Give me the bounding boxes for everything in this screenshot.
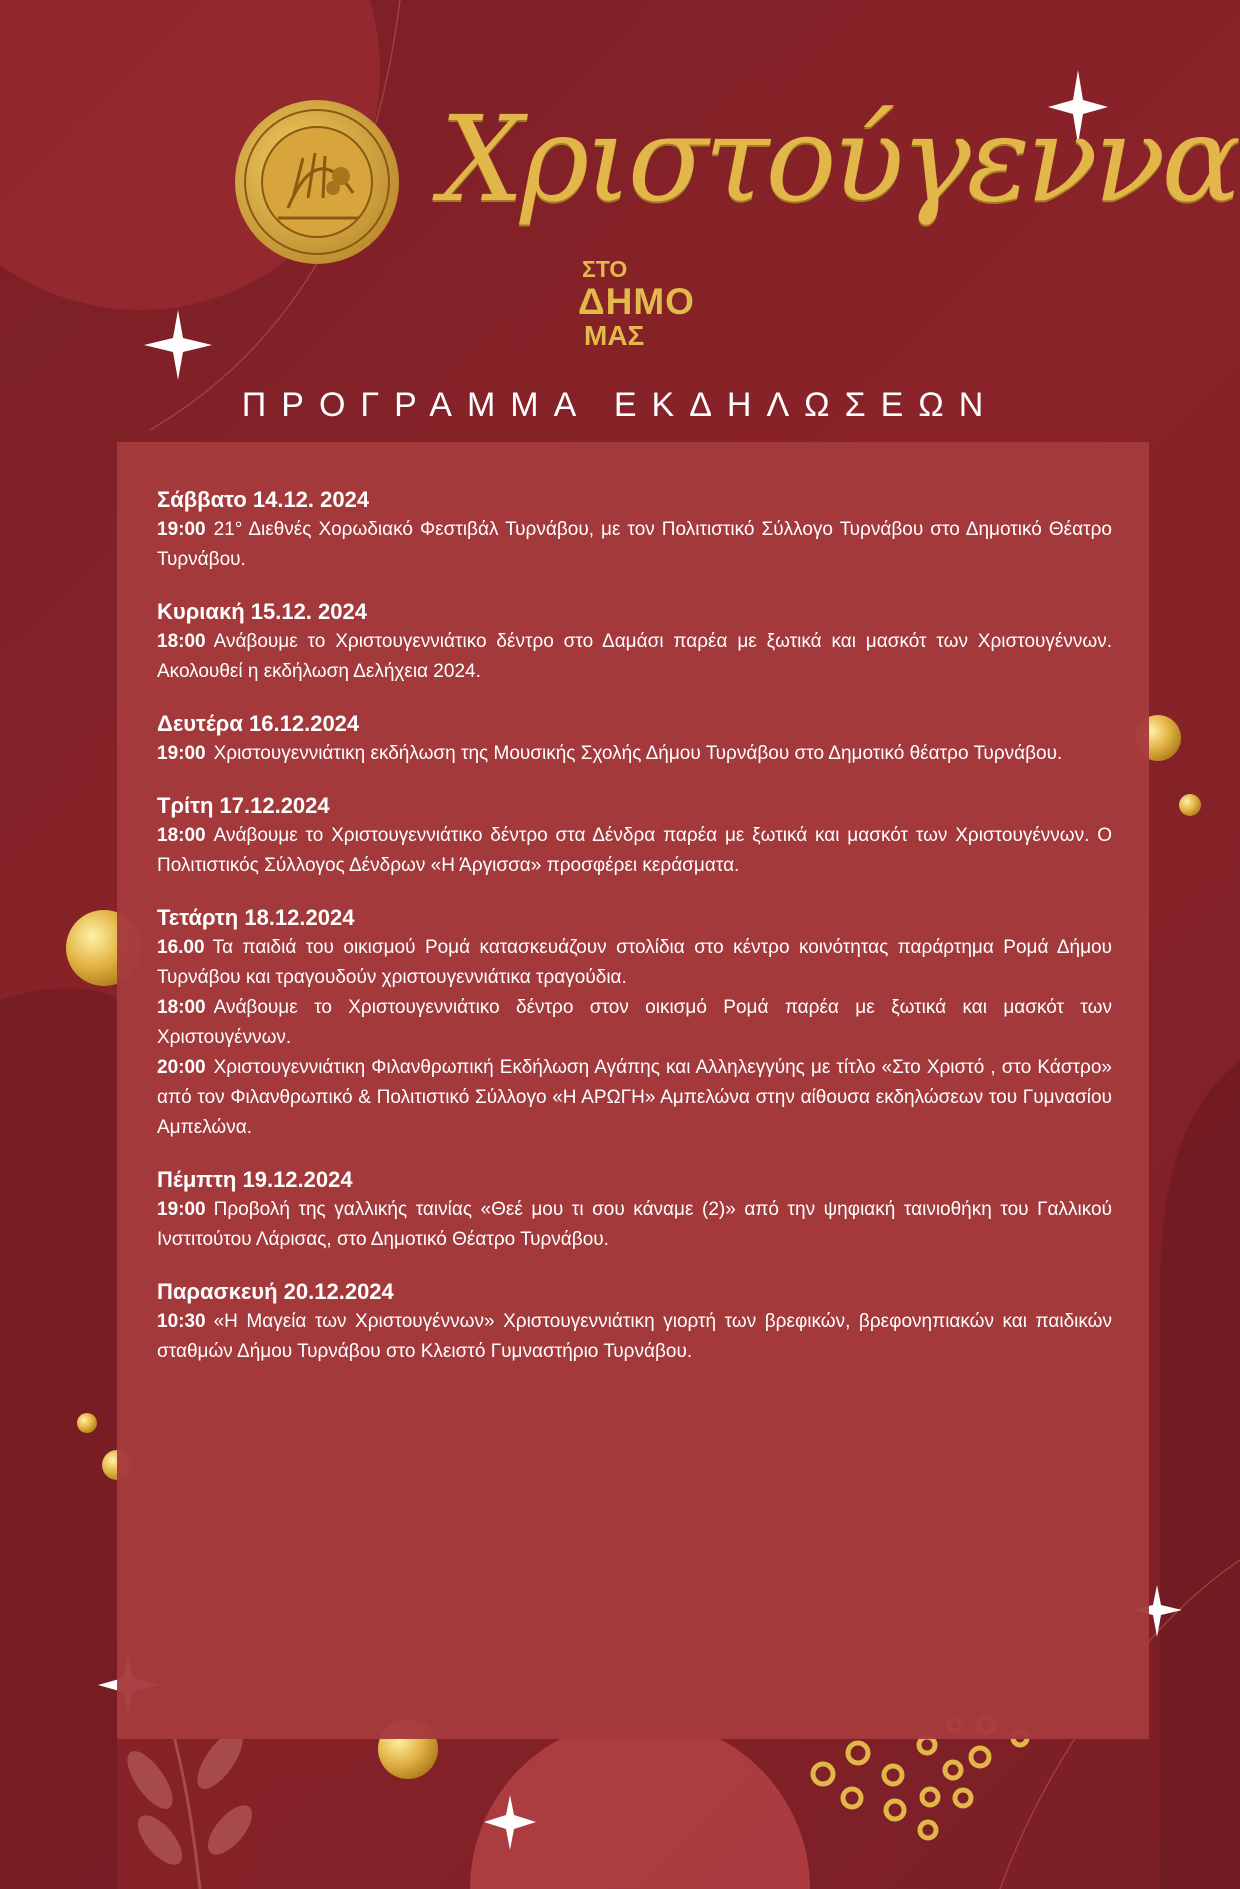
event-time: 19:00: [157, 519, 206, 540]
subtitle-line-3: ΜΑΣ: [584, 320, 645, 351]
event-description: Ανάβουμε το Χριστουγεννιάτικο δέντρο στο Δαμάσι παρέα με ξωτικά και μασκότ των Χριστουγέννων. Ακολουθεί η εκδήλωση Δελήχεια 2024.: [157, 631, 1112, 682]
day-block: [157, 485, 1112, 575]
day-block: [157, 903, 1112, 1143]
event-time: 16.00: [157, 937, 205, 958]
event-entry: [157, 1053, 1112, 1143]
event-entry: [157, 933, 1112, 993]
day-block: [157, 597, 1112, 687]
leaf-shape: [200, 1798, 260, 1862]
gold-ornament-ball: [77, 1413, 97, 1433]
day-block: [157, 1277, 1112, 1367]
program-heading: ΠΡΟΓΡΑΜΜΑ ΕΚΔΗΛΩΣΕΩΝ: [241, 386, 999, 424]
christmas-script-title: Χριστούγεννα: [440, 90, 1238, 228]
day-block: [157, 791, 1112, 881]
day-title: Δευτέρα 16.12.2024: [157, 711, 360, 736]
gold-ornament-ball: [1179, 794, 1201, 816]
event-description: 21° Διεθνές Χορωδιακό Φεστιβάλ Τυρνάβου, με τον Πολιτιστικό Σύλλογο Τυρνάβου στο Δημοτικό Θέατρο Τυρνάβου.: [157, 519, 1112, 570]
event-entry: [157, 627, 1112, 687]
bg-shape-right: [1160, 1060, 1240, 1889]
event-time: 10:30: [157, 1311, 206, 1332]
subtitle-block: [578, 258, 695, 350]
leaf-shape: [119, 1744, 181, 1816]
event-entry: [157, 515, 1112, 575]
subtitle-line-1: ΣΤΟ: [582, 256, 628, 282]
day-title: Πέμπτη 19.12.2024: [157, 1167, 353, 1192]
bg-shape-left: [0, 988, 117, 1889]
day-block: [157, 709, 1112, 769]
event-description: Ανάβουμε το Χριστουγεννιάτικο δέντρο στα Δένδρα παρέα με ξωτικά και μασκότ των Χριστουγέννων. Ο Πολιτιστικός Σύλλογος Δένδρων «Η Άργισσα» προσφέρει κεράσματα.: [157, 825, 1112, 876]
subtitle-line-2: ΔΗΜΟ: [578, 281, 695, 322]
event-time: 20:00: [157, 1057, 206, 1078]
day-title: Τετάρτη 18.12.2024: [157, 905, 355, 930]
event-time: 19:00: [157, 1199, 206, 1220]
event-description: Προβολή της γαλλικής ταινίας «Θεέ μου τι σου κάναμε (2)» από την ψηφιακή ταινιοθήκη του Γαλλικού Ινστιτούτου Λάρισας, στο Δημοτικό Θέατρο Τυρνάβου.: [157, 1199, 1112, 1250]
municipality-seal-logo: [233, 98, 401, 266]
event-time: 18:00: [157, 997, 206, 1018]
bg-circle-bottom: [470, 1719, 810, 1889]
day-title: Σάββατο 14.12. 2024: [157, 487, 370, 512]
event-entry: [157, 821, 1112, 881]
events-list: [157, 485, 1112, 1389]
event-description: Χριστουγεννιάτικη εκδήλωση της Μουσικής Σχολής Δήμου Τυρνάβου στο Δημοτικό θέατρο Τυρνάβου.: [213, 743, 1063, 764]
event-description: Χριστουγεννιάτικη Φιλανθρωπική Εκδήλωση Αγάπης και Αλληλεγγύης με τίτλο «Στο Χριστό , στο Κάστρο» από τον Φιλανθρωπικό & Πολιτιστικό Σύλλογο «Η ΑΡΩΓΗ» Αμπελώνα στην αίθουσα εκδηλώσεων του Γυμνασίου Αμπελώνα.: [157, 1057, 1112, 1138]
event-entry: [157, 993, 1112, 1053]
day-title: Τρίτη 17.12.2024: [157, 793, 330, 818]
leaf-shape: [130, 1808, 190, 1872]
event-entry: [157, 739, 1112, 769]
event-description: «Η Μαγεία των Χριστουγέννων» Χριστουγεννιάτικη γιορτή των βρεφικών, βρεφονηπιακών και παιδικών σταθμών Δήμου Τυρνάβου στο Κλειστό Γυμναστήριο Τυρνάβου.: [157, 1311, 1112, 1362]
event-time: 19:00: [157, 743, 206, 764]
event-time: 18:00: [157, 631, 206, 652]
event-description: Ανάβουμε το Χριστουγεννιάτικο δέντρο στον οικισμό Ρομά παρέα με ξωτικά και μασκότ των Χριστουγέννων.: [157, 997, 1112, 1048]
event-time: 18:00: [157, 825, 206, 846]
day-title: Κυριακή 15.12. 2024: [157, 599, 367, 624]
day-block: [157, 1165, 1112, 1255]
event-entry: [157, 1307, 1112, 1367]
event-description: Τα παιδιά του οικισμού Ρομά κατασκευάζουν στολίδια στο κέντρο κοινότητας παράρτημα Ρομά Δήμου Τυρνάβου και τραγουδούν χριστουγεννιάτικα τραγούδια.: [157, 937, 1112, 988]
day-title: Παρασκευή 20.12.2024: [157, 1279, 394, 1304]
event-entry: [157, 1195, 1112, 1255]
